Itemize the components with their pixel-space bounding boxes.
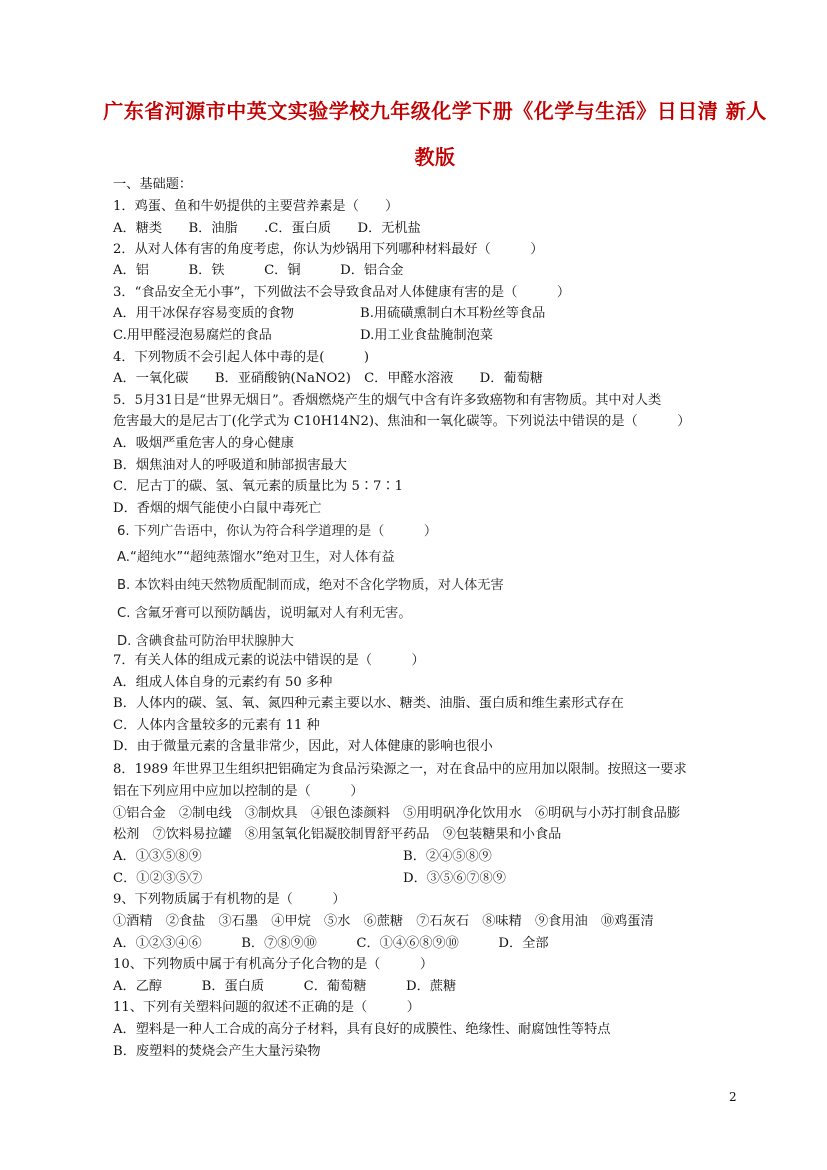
- q5-stem-line2: 危害最大的是尼古丁(化学式为 C10H14N2)、焦油和一氧化碳等。下列说法中错误的是（ ）: [113, 414, 691, 429]
- document-title-line2: 教版: [414, 145, 456, 169]
- q8-option-a: A．①③⑤⑧⑨: [113, 849, 202, 864]
- q10-stem: 10、下列物质中属于有机高分子化合物的是（ ）: [113, 957, 434, 972]
- q4-options: A．一氧化碳 B．亚硝酸钠(NaNO2) C．甲醛水溶液 D．葡萄糖: [113, 371, 543, 386]
- section-heading: 一、基础题：: [113, 177, 193, 192]
- q3-option-d: D.用工业食盐腌制泡菜: [360, 328, 493, 343]
- q8-option-d: D．③⑤⑥⑦⑧⑨: [403, 871, 506, 886]
- q5-option-c: C．尼古丁的碳、氢、氧元素的质量比为 5∶7∶1: [113, 479, 404, 494]
- q8-option-c: C．①②③⑤⑦: [113, 871, 203, 886]
- q7-option-d: D．由于微量元素的含量非常少，因此，对人体健康的影响也很小: [113, 739, 493, 754]
- q11-option-a: A．塑料是一种人工合成的高分子材料，具有良好的成膜性、绝缘性、耐腐蚀性等特点: [113, 1022, 611, 1037]
- q6-option-d: D. 含碘食盐可防治甲状腺肿大: [117, 634, 294, 649]
- q5-option-d: D．香烟的烟气能使小白鼠中毒死亡: [113, 501, 322, 516]
- document-title-line1: 广东省河源市中英文实验学校九年级化学下册《化学与生活》日日清 新人: [103, 99, 767, 123]
- q8-stem-line1: 8．1989 年世界卫生组织把铝确定为食品污染源之一，对在食品中的应用加以限制。按照这一要求: [113, 762, 687, 777]
- q3-stem: 3．“食品安全无小事”，下列做法不会导致食品对人体健康有害的是（ ）: [113, 285, 571, 300]
- q8-items-line2: 松剂 ⑦饮料易拉罐 ⑧用氢氧化铝凝胶制胃舒平药品 ⑨包装糖果和小食品: [113, 827, 562, 842]
- q7-option-a: A．组成人体自身的元素约有 50 多种: [113, 675, 333, 690]
- q6-option-c: C. 含氟牙膏可以预防龋齿，说明氟对人有利无害。: [117, 606, 412, 621]
- q6-stem: 6. 下列广告语中，你认为符合科学道理的是（ ）: [117, 524, 438, 539]
- q3-option-a: A．用干冰保存容易变质的食物: [113, 306, 294, 321]
- q2-options: A．铝 B．铁 C．铜 D．铝合金: [113, 263, 404, 278]
- q10-options: A．乙醇 B．蛋白质 C．葡萄糖 D．蔗糖: [113, 979, 457, 994]
- q6-option-a: A.“超纯水”“超纯蒸馏水”绝对卫生，对人体有益: [117, 550, 395, 565]
- q5-option-a: A．吸烟严重危害人的身心健康: [113, 436, 294, 451]
- q8-stem-line2: 铝在下列应用中应加以控制的是（ ）: [113, 784, 364, 799]
- q5-stem-line1: 5．5月31日是“世界无烟日”。香烟燃烧产生的烟气中含有许多致癌物和有害物质。其中对人类: [113, 393, 662, 408]
- q9-options: A．①②③④⑥ B．⑦⑧⑨⑩ C．①④⑥⑧⑨⑩ D．全部: [113, 936, 549, 951]
- q9-items: ①酒精 ②食盐 ③石墨 ④甲烷 ⑤水 ⑥蔗糖 ⑦石灰石 ⑧味精 ⑨食用油 ⑩鸡蛋清: [113, 914, 654, 929]
- q5-option-b: B．烟焦油对人的呼吸道和肺部损害最大: [113, 458, 347, 473]
- q3-option-b: B.用硫磺熏制白木耳粉丝等食品: [360, 306, 546, 321]
- q1-stem: 1．鸡蛋、鱼和牛奶提供的主要营养素是（ ）: [113, 199, 399, 214]
- q3-option-c: C.用甲醛浸泡易腐烂的食品: [113, 328, 272, 343]
- q4-stem: 4．下列物质不会引起人体中毒的是( ): [113, 350, 370, 365]
- q9-stem: 9、下列物质属于有机物的是（ ）: [113, 892, 346, 907]
- q8-items-line1: ①铝合金 ②制电线 ③制炊具 ④银色漆颜料 ⑤用明矾净化饮用水 ⑥明矾与小苏打制食品膨: [113, 806, 681, 821]
- q7-stem: 7．有关人体的组成元素的说法中错误的是（ ）: [113, 653, 425, 668]
- q11-option-b: B．废塑料的焚烧会产生大量污染物: [113, 1044, 321, 1059]
- q2-stem: 2．从对人体有害的角度考虑，你认为炒锅用下列哪种材料最好（ ）: [113, 242, 544, 257]
- q1-options: A．糖类 B．油脂 .C．蛋白质 D．无机盐: [113, 221, 421, 236]
- q11-stem: 11、下列有关塑料问题的叙述不正确的是（ ）: [113, 1000, 420, 1015]
- q7-option-c: C．人体内含量较多的元素有 11 种: [113, 718, 320, 733]
- q6-option-b: B. 本饮料由纯天然物质配制而成，绝对不含化学物质，对人体无害: [117, 578, 504, 593]
- page-number: 2: [729, 1090, 737, 1104]
- q7-option-b: B．人体内的碳、氢、氧、氮四种元素主要以水、糖类、油脂、蛋白质和维生素形式存在: [113, 696, 624, 711]
- q8-option-b: B．②④⑤⑧⑨: [403, 849, 492, 864]
